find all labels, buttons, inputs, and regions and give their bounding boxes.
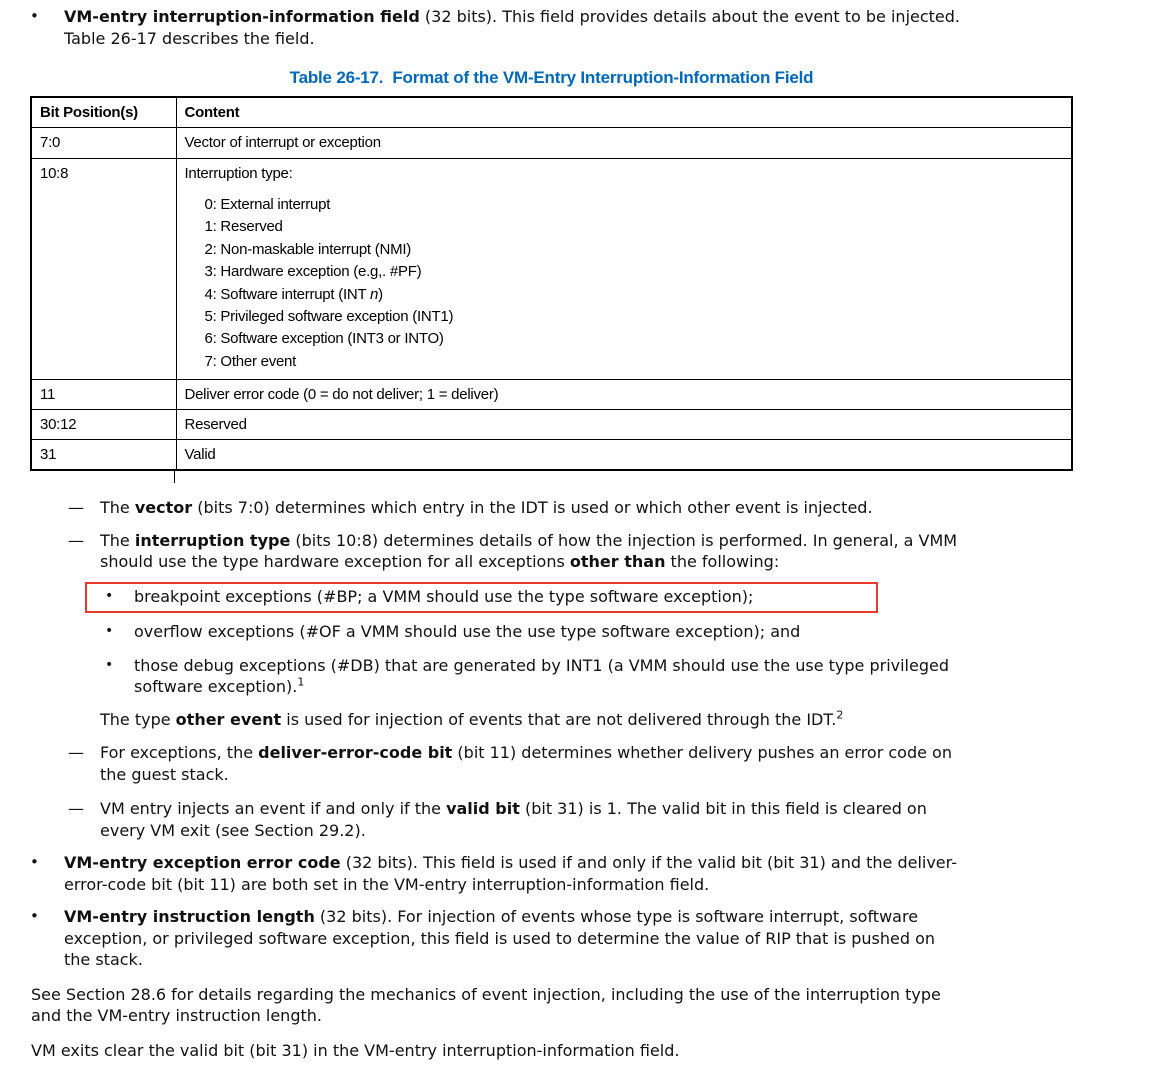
- table-caption: [30, 67, 1073, 89]
- table-caption-title: Format of the VM-Entry Interruption-Information Field: [392, 68, 814, 87]
- highlight-box: [85, 582, 878, 614]
- content-cell: Deliver error code (0 = do not deliver; 1 = deliver): [176, 380, 1072, 410]
- bit-position-cell: 7:0: [31, 128, 176, 159]
- note-text: The vector (bits 7:0) determines which entry in the IDT is used or which other event is injected.: [100, 498, 873, 518]
- bullet-icon: •: [105, 656, 114, 673]
- list-item-text: VM-entry instruction length (32 bits). For injection of events whose type is software interrupt, software exception, or privileged software exception, this field is used to determine the value of RIP that is pushed on the stack.: [64, 907, 936, 970]
- sub-bullet-text: those debug exceptions (#DB) that are generated by INT1 (a VMM should use the use type privileged software exception).$^1$: [134, 655, 949, 697]
- column-divider-tail: [174, 471, 175, 483]
- sub-bullet-overflow: [105, 621, 1172, 643]
- content-cell: Valid: [176, 440, 1072, 471]
- note-interruption-type: [68, 530, 1172, 573]
- list-item-text: VM-entry interruption-information field (32 bits). This field provides details about the event to be injected. Table 26-17 describes the field.: [64, 7, 961, 48]
- note-text: The interruption type (bits 10:8) determines details of how the injection is performed. In general, a VMM should use the type hardware exception for all exceptions other than the following:: [100, 530, 958, 572]
- note-deliver-error-code: [68, 742, 1172, 785]
- list-item-text: VM-entry exception error code (32 bits). This field is used if and only if the valid bit (bit 31) and the deliver- error-code bit (bit 11) are both set in the VM-entry interruption-information field.: [64, 853, 957, 894]
- table-row: [31, 128, 1072, 159]
- list-item-interruption-info-field: [30, 6, 1172, 49]
- bullet-icon: •: [105, 587, 114, 604]
- other-event-paragraph: The type other event is used for injection of events that are not delivered through the IDT.$^2$: [100, 708, 844, 729]
- table-row: [31, 159, 1072, 380]
- list-item-exception-error-code: [30, 852, 1172, 895]
- interruption-type-list: 0: External interrupt 1: Reserved 2: Non-maskable interrupt (NMI) 3: Hardware exception (e.g,. #PF) 4: Software interrupt (INT n) 5: Privileged software exception (INT1) 6: Software exception (INT3 or INTO) 7: Other event: [204, 196, 454, 370]
- interruption-type-label: Interruption type:: [184, 165, 293, 182]
- content-cell: Vector of interrupt or exception: [176, 128, 1072, 159]
- see-section-paragraph: See Section 28.6 for details regarding the mechanics of event injection, including the use of the interruption type and the VM-entry instruction length.: [31, 984, 941, 1026]
- bit-position-cell: 10:8: [31, 159, 176, 380]
- list-item-instruction-length: [30, 906, 1172, 971]
- note-valid-bit: [68, 798, 1172, 841]
- bit-position-cell: 31: [31, 440, 176, 471]
- bullet-icon: •: [30, 7, 39, 25]
- dash-icon: —: [68, 799, 84, 819]
- note-text: VM entry injects an event if and only if the valid bit (bit 31) is 1. The valid bit in this field is cleared on every VM exit (see Section 29.2).: [100, 799, 927, 840]
- dash-icon: —: [68, 743, 84, 763]
- content-cell: [176, 159, 1072, 380]
- note-text: For exceptions, the deliver-error-code bit (bit 11) determines whether delivery pushes an error code on the guest stack.: [100, 743, 952, 784]
- bit-position-cell: 30:12: [31, 410, 176, 440]
- table-row: [31, 380, 1072, 410]
- note-vector: [68, 497, 1172, 519]
- table-header-row: [31, 97, 1072, 128]
- content-cell: Reserved: [176, 410, 1072, 440]
- column-header-content: Content: [176, 97, 1072, 128]
- sub-bullet-text: breakpoint exceptions (#BP; a VMM should use the type software exception);: [134, 586, 754, 606]
- bullet-icon: •: [105, 623, 114, 640]
- dash-icon: —: [68, 498, 84, 518]
- format-table: [30, 96, 1073, 471]
- table-row: [31, 410, 1072, 440]
- bullet-icon: •: [30, 853, 39, 872]
- bit-position-cell: 11: [31, 380, 176, 410]
- sub-bullet-debug: [105, 655, 1172, 698]
- sub-bullet-text: overflow exceptions (#OF a VMM should use the use type software exception); and: [134, 622, 801, 642]
- table-caption-number: Table 26-17.: [289, 68, 384, 87]
- sub-bullet-breakpoint: [105, 586, 876, 608]
- column-header-bit-positions: Bit Position(s): [31, 97, 176, 128]
- dash-icon: —: [68, 530, 84, 550]
- vm-exits-paragraph: VM exits clear the valid bit (bit 31) in the VM-entry interruption-information field.: [31, 1040, 680, 1060]
- table-row: [31, 440, 1072, 471]
- bullet-icon: •: [30, 907, 39, 926]
- format-table-wrap: [30, 96, 1073, 471]
